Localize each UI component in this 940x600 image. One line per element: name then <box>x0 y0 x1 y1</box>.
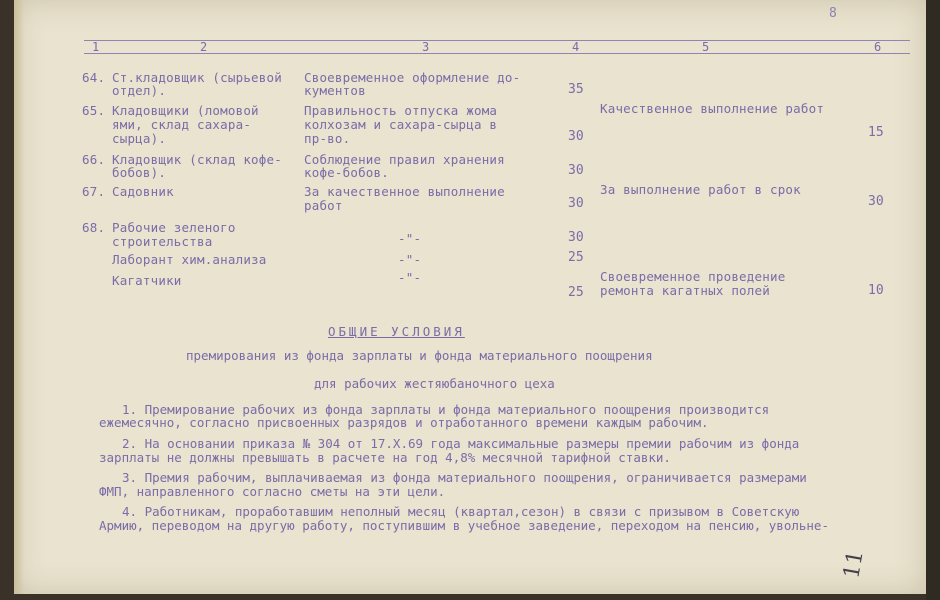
condition-line: кументов <box>304 83 366 98</box>
percent-value: 25 <box>568 250 584 265</box>
column-header-2: 2 <box>200 40 208 54</box>
percent-value: 30 <box>568 129 584 144</box>
ditto-mark: -"- <box>398 252 422 267</box>
condition-line: кофе-бобов. <box>304 165 389 180</box>
column-header-4: 4 <box>572 40 580 54</box>
condition-line: Правильность отпуска жома <box>304 103 498 118</box>
extra-percent-value: 15 <box>868 125 884 140</box>
page-edge-stain <box>14 0 24 594</box>
position-line: бобов). <box>112 165 167 180</box>
paragraph-line: 1. Премирование рабочих из фонда зарплаты и фонда материального поощрения производится <box>122 402 770 417</box>
position-line: Кладовщик (склад кофе- <box>112 152 282 167</box>
condition-line: Своевременное оформление до- <box>304 70 521 85</box>
paragraph-line: 2. На основании приказа № 304 от 17.X.69 года максимальные размеры премии рабочим из фонда <box>122 436 800 451</box>
percent-value: 30 <box>568 196 584 211</box>
extra-percent-value: 30 <box>868 194 884 209</box>
header-top-rule <box>84 40 910 41</box>
position-line: отдел). <box>112 83 167 98</box>
percent-value: 35 <box>568 82 584 97</box>
position-line: Кладовщики (ломовой <box>112 103 259 118</box>
paragraph-line: ежемесячно, согласно присвоенных разрядов и отработанного времени каждым рабочим. <box>99 415 709 430</box>
row-number: 68. <box>82 220 106 235</box>
position-line: Рабочие зеленого <box>112 220 236 235</box>
paragraph-line: 3. Премия рабочим, выплачиваемая из фонда материального поощрения, ограничивается размерами <box>122 470 807 485</box>
condition-line: колхозам и сахара-сырца в <box>304 117 498 132</box>
page-number: 8 <box>829 6 837 21</box>
handwritten-mark: 11 <box>839 548 869 581</box>
section-subtitle: для рабочих жестяюбаночного цеха <box>314 376 555 391</box>
extra-condition-line: ремонта кагатных полей <box>600 283 770 298</box>
position-line: Лаборант хим.анализа <box>112 252 267 267</box>
paragraph-line: зарплаты не должны превышать в расчете на год 4,8% месячной тарифной ставки. <box>99 450 671 465</box>
header-bottom-rule <box>84 53 910 54</box>
extra-condition-line: Качественное выполнение работ <box>600 101 825 116</box>
position-line: строительства <box>112 234 213 249</box>
binding-spine <box>926 0 940 600</box>
paragraph-line: ФМП, направленного согласно сметы на эти цели. <box>99 484 446 499</box>
percent-value: 30 <box>568 163 584 178</box>
condition-line: пр-во. <box>304 131 351 146</box>
ditto-mark: -"- <box>398 270 422 285</box>
condition-line: работ <box>304 198 343 213</box>
extra-percent-value: 10 <box>868 283 884 298</box>
extra-condition-line: Своевременное проведение <box>600 269 786 284</box>
percent-value: 30 <box>568 230 584 245</box>
document-page <box>14 0 926 594</box>
paragraph-line: 4. Работникам, проработавшим неполный месяц (квартал,сезон) в связи с призывом в Советскую <box>122 504 800 519</box>
section-subtitle: премирования из фонда зарплаты и фонда материального поощрения <box>186 348 653 363</box>
row-number: 67. <box>82 184 106 199</box>
extra-condition-line: За выполнение работ в срок <box>600 182 801 197</box>
paragraph-line: Армию, переводом на другую работу, поступившим в учебное заведение, переходом на пенсию, увольне- <box>99 518 829 533</box>
section-title: ОБЩИЕ УСЛОВИЯ <box>328 324 465 339</box>
column-header-5: 5 <box>702 40 710 54</box>
ditto-mark: -"- <box>398 231 422 246</box>
percent-value: 25 <box>568 285 584 300</box>
condition-line: Соблюдение правил хранения <box>304 152 505 167</box>
row-number: 65. <box>82 103 106 118</box>
position-line: Садовник <box>112 184 174 199</box>
column-header-3: 3 <box>422 40 430 54</box>
row-number: 66. <box>82 152 106 167</box>
position-line: Кагатчики <box>112 273 182 288</box>
row-number: 64. <box>82 70 106 85</box>
position-line: сырца). <box>112 131 167 146</box>
column-header-6: 6 <box>874 40 882 54</box>
position-line: Ст.кладовщик (сырьевой <box>112 70 282 85</box>
position-line: ями, склад сахара- <box>112 117 252 132</box>
condition-line: За качественное выполнение <box>304 184 505 199</box>
column-header-1: 1 <box>92 40 100 54</box>
